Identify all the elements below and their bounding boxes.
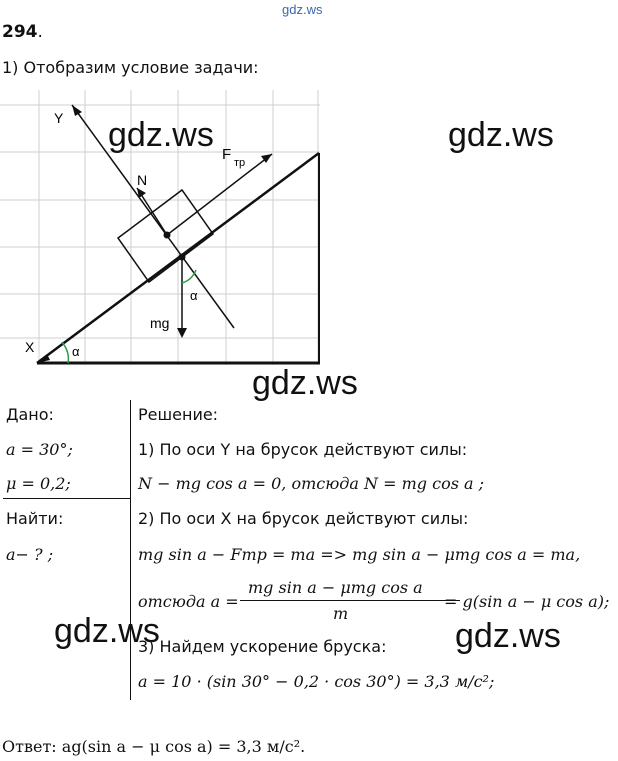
solution-line-2: N − mg cos a = 0, отсюда N = mg cos a ; [138, 474, 485, 493]
solution-line-5-prefix: отсюда a = [138, 592, 239, 611]
solution-line-3: 2) По оси X на брусок действуют силы: [138, 509, 469, 528]
problem-number [2, 22, 43, 42]
answer: Ответ: ag(sin a − μ cos a) = 3,3 м/с². [2, 737, 306, 756]
fraction-numerator: mg sin a − μmg cos a [248, 578, 423, 597]
block-center-dot [164, 232, 171, 239]
solution-line-7: a = 10 · (sin 30° − 0,2 · cos 30°) = 3,3 м/с²; [138, 672, 495, 691]
label-y: Y [54, 110, 64, 126]
given-heading: Дано: [6, 405, 54, 424]
solution-heading: Решение: [138, 405, 219, 424]
label-alpha-top: α [190, 288, 198, 303]
label-f: F [222, 146, 232, 163]
solution-line-6: 3) Найдем ускорение бруска: [138, 637, 387, 656]
column-divider [130, 400, 131, 700]
problem-number-dot: . [37, 22, 43, 42]
watermark-5: gdz.ws [455, 617, 561, 655]
fraction-bar [240, 600, 460, 601]
find-value: a− ? ; [6, 545, 54, 564]
label-mg: mg [150, 315, 170, 331]
solution-line-5-suffix: = g(sin a − μ cos a); [444, 592, 610, 611]
label-f-subscript: тр [234, 157, 246, 169]
given-divider [3, 498, 130, 499]
friction-force-arrow [167, 154, 272, 235]
find-heading: Найти: [6, 509, 64, 528]
label-x: X [25, 339, 35, 355]
given-mu: μ = 0,2; [6, 474, 71, 493]
watermark-1: gdz.ws [108, 116, 214, 154]
watermark-2: gdz.ws [448, 116, 554, 154]
watermark-4: gdz.ws [54, 612, 160, 650]
step-intro: 1) Отобразим условие задачи: [2, 58, 259, 77]
fraction-denominator: m [333, 604, 349, 623]
problem-number-value: 294 [2, 22, 38, 42]
watermark-3: gdz.ws [252, 364, 358, 402]
contact-point-dot [179, 254, 186, 261]
label-n: N [137, 172, 148, 188]
given-angle: a = 30°; [6, 440, 73, 459]
solution-line-4: mg sin a − Fтр = ma => mg sin a − μmg cos a = ma, [138, 545, 581, 564]
y-arrowhead [72, 105, 82, 116]
top-watermark: gdz.ws [282, 2, 323, 17]
label-alpha-bottom: α [72, 344, 80, 359]
solution-line-1: 1) По оси Y на брусок действуют силы: [138, 440, 468, 459]
